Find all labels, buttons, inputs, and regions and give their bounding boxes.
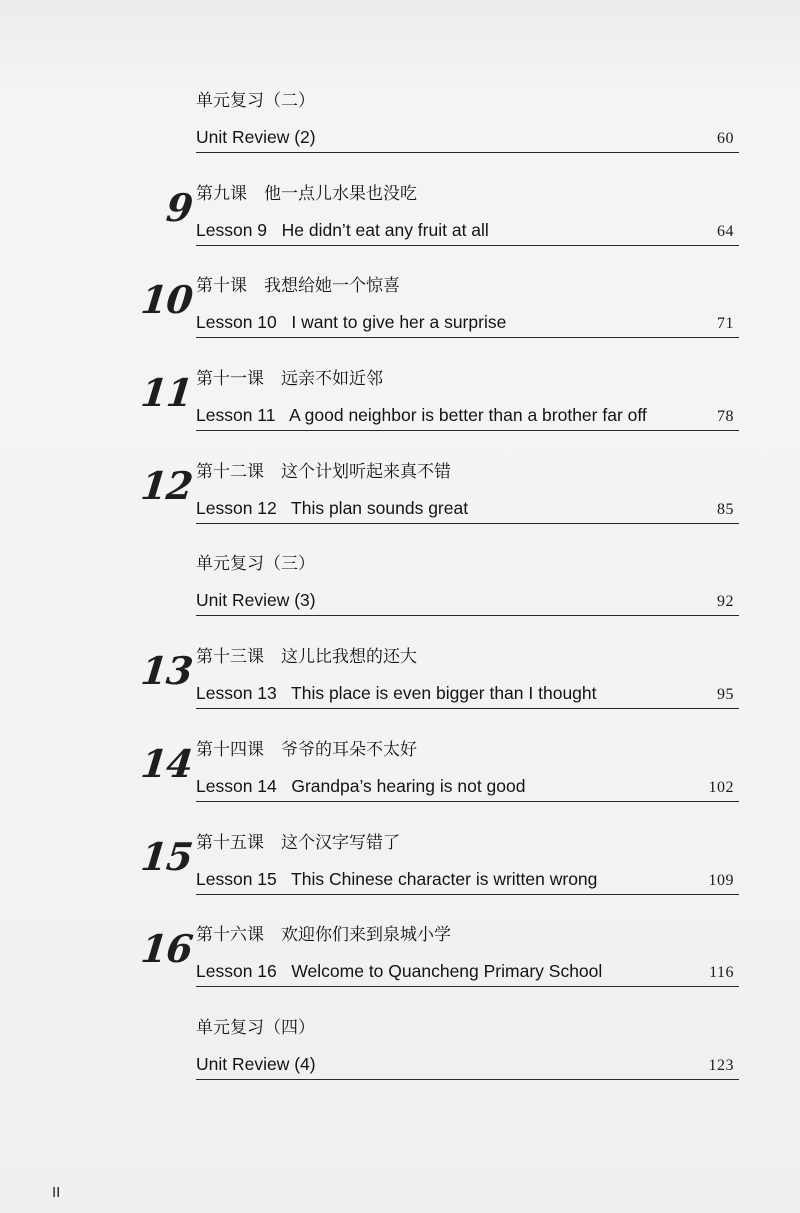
english-title: Lesson 11 A good neighbor is better than a brother far off — [196, 405, 647, 426]
lesson-number: 14 — [138, 740, 195, 786]
lesson-number: 16 — [138, 926, 195, 972]
lesson-number: 13 — [138, 648, 195, 694]
english-title: Lesson 13 This place is even bigger than I thought — [196, 683, 597, 704]
toc-entry-lesson-16[interactable] — [0, 922, 800, 1015]
english-title: Unit Review (4) — [196, 1053, 316, 1074]
toc-entry-lesson-12[interactable] — [0, 459, 800, 552]
page-number: 85 — [717, 500, 734, 518]
table-of-contents — [0, 88, 800, 1108]
entry-underline — [196, 986, 739, 987]
lesson-number: 10 — [138, 277, 195, 323]
page-number: 123 — [708, 1056, 734, 1074]
english-title: Unit Review (3) — [196, 590, 316, 611]
entry-underline — [196, 152, 739, 153]
toc-entry-lesson-11[interactable] — [0, 366, 800, 459]
entry-underline — [196, 1079, 739, 1080]
english-title: Lesson 15 This Chinese character is written wrong — [196, 868, 598, 889]
chinese-title: 第十四课 爷爷的耳朵不太好 — [196, 739, 417, 760]
page-folio: II — [52, 1184, 61, 1201]
page-number: 116 — [709, 964, 734, 982]
english-title: Lesson 9 He didn’t eat any fruit at all — [196, 219, 489, 240]
lesson-number: 9 — [164, 184, 195, 230]
chinese-title: 单元复习（四） — [196, 1017, 315, 1038]
chinese-title: 第十三课 这儿比我想的还大 — [196, 647, 417, 668]
chinese-title: 第十六课 欢迎你们来到泉城小学 — [196, 925, 451, 946]
entry-underline — [196, 523, 739, 524]
english-title: Lesson 10 I want to give her a surprise — [196, 312, 507, 333]
toc-entry-lesson-15[interactable] — [0, 830, 800, 923]
page-number: 95 — [717, 686, 734, 704]
chinese-title: 单元复习（三） — [196, 554, 315, 575]
chinese-title: 第十二课 这个计划听起来真不错 — [196, 461, 451, 482]
toc-entry-lesson-13[interactable] — [0, 644, 800, 737]
entry-underline — [196, 801, 739, 802]
chinese-title: 第十一课 远亲不如近邻 — [196, 369, 383, 390]
toc-entry-lesson-14[interactable] — [0, 737, 800, 830]
chinese-title: 第十课 我想给她一个惊喜 — [196, 276, 400, 297]
page-number: 109 — [708, 871, 734, 889]
toc-entry-lesson-10[interactable] — [0, 273, 800, 366]
toc-entry-lesson-9[interactable] — [0, 181, 800, 274]
page-number: 60 — [717, 130, 734, 147]
entry-underline — [196, 337, 739, 338]
page-number: 71 — [717, 315, 734, 333]
entry-underline — [196, 615, 739, 616]
english-title: Lesson 14 Grandpa’s hearing is not good — [196, 775, 526, 796]
entry-underline — [196, 245, 739, 246]
page-number: 78 — [717, 408, 734, 426]
toc-entry-unit-review-4[interactable] — [0, 1015, 800, 1108]
page-number: 92 — [717, 593, 734, 611]
english-title: Lesson 16 Welcome to Quancheng Primary School — [196, 961, 603, 982]
english-title: Lesson 12 This plan sounds great — [196, 497, 469, 518]
chinese-title: 第九课 他一点儿水果也没吃 — [196, 183, 417, 204]
entry-underline — [196, 708, 739, 709]
lesson-number: 15 — [138, 833, 195, 879]
chinese-title: 第十五课 这个汉字写错了 — [196, 832, 400, 853]
toc-entry-unit-review-3[interactable] — [0, 551, 800, 644]
entry-underline — [196, 430, 739, 431]
toc-entry-unit-review-2[interactable] — [0, 88, 800, 181]
page-number: 64 — [717, 222, 734, 240]
page-number: 102 — [708, 778, 734, 796]
lesson-number: 11 — [138, 370, 195, 416]
english-title: Unit Review (2) — [196, 127, 316, 147]
lesson-number: 12 — [138, 462, 195, 508]
chinese-title: 单元复习（二） — [196, 91, 315, 111]
entry-underline — [196, 894, 739, 895]
